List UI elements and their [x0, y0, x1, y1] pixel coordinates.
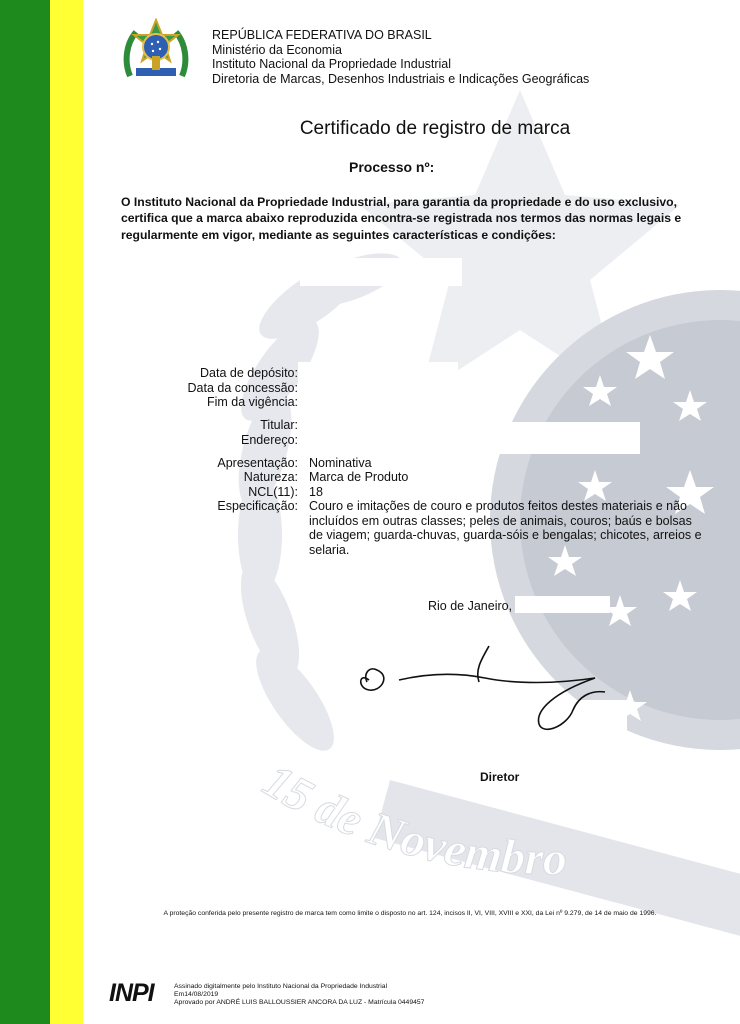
deposit-date-label: Data de depósito: — [200, 366, 298, 380]
ncl-label: NCL(11): — [248, 484, 298, 499]
address-label: Endereço: — [241, 432, 298, 447]
grant-date-label: Data da concessão: — [187, 380, 298, 395]
header-republic: REPÚBLICA FEDERATIVA DO BRASIL — [212, 28, 432, 42]
redacted-date — [515, 596, 610, 613]
legal-note: A proteção conferida pelo presente registro de marca tem como limite o disposto no art. 124, incisos II, VI, VIII, XVIII e XXI, da Lei nº 9.279, de 14 de maio de 1996. — [163, 910, 657, 917]
government-header — [212, 28, 589, 86]
header-institute: Instituto Nacional da Propriedade Industrial — [212, 57, 452, 71]
intro-paragraph: O Instituto Nacional da Propriedade Industrial, para garantia da propriedade e do uso exclusivo, certifica que a marca abaixo reproduzida encontra-se registrada nos termos das normas legais e regularmente em vigor, mediante as seguintes características e condições: — [121, 195, 682, 242]
header-directorate: Diretoria de Marcas, Desenhos Industriais e Indicações Geográficas — [212, 71, 590, 86]
specification-label: Especificação: — [217, 499, 298, 513]
header-ministry: Ministério da Economia — [212, 42, 342, 57]
redacted-trademark — [300, 258, 462, 286]
digital-signature-info — [174, 983, 424, 1007]
place-label: Rio de Janeiro, — [428, 599, 513, 613]
approved-by-line: Aprovado por ANDRÉ LUIS BALLOUSSIER ANCORA DA LUZ - Matrícula 0449457 — [174, 999, 425, 1006]
green-stripe — [0, 0, 50, 1024]
nature-value: Marca de Produto — [309, 470, 409, 484]
yellow-stripe — [50, 0, 83, 1024]
field-values — [309, 366, 709, 557]
certificate-title: Certificado de registro de marca — [299, 118, 571, 139]
director-role: Diretor — [480, 770, 520, 784]
signed-date-line: Em14/08/2019 — [174, 991, 219, 998]
brazil-coat-of-arms-icon — [122, 18, 190, 86]
director-signature — [355, 640, 615, 740]
watermark-ribbon-text: 15 de Novembro — [254, 753, 568, 886]
nature-label: Natureza: — [243, 470, 298, 484]
ncl-value: 18 — [309, 484, 323, 499]
field-labels — [100, 366, 298, 514]
process-label: Processo nº: — [349, 159, 435, 175]
signed-by-line: Assinado digitalmente pelo Instituto Nacional da Propriedade Industrial — [174, 983, 388, 990]
presentation-label: Apresentação: — [217, 455, 298, 470]
presentation-value: Nominativa — [309, 455, 372, 470]
expiry-date-label: Fim da vigência: — [206, 395, 298, 409]
inpi-logo: INPI — [109, 979, 154, 1007]
specification-value: Couro e imitações de couro e produtos feitos destes materiais e não incluídos em outras classes; peles de animais, couros; baús e bolsas de viagem; guarda-chuvas, guarda-sóis e bengalas; chicotes, arreios e selaria. — [309, 499, 702, 557]
holder-label: Titular: — [260, 418, 298, 432]
